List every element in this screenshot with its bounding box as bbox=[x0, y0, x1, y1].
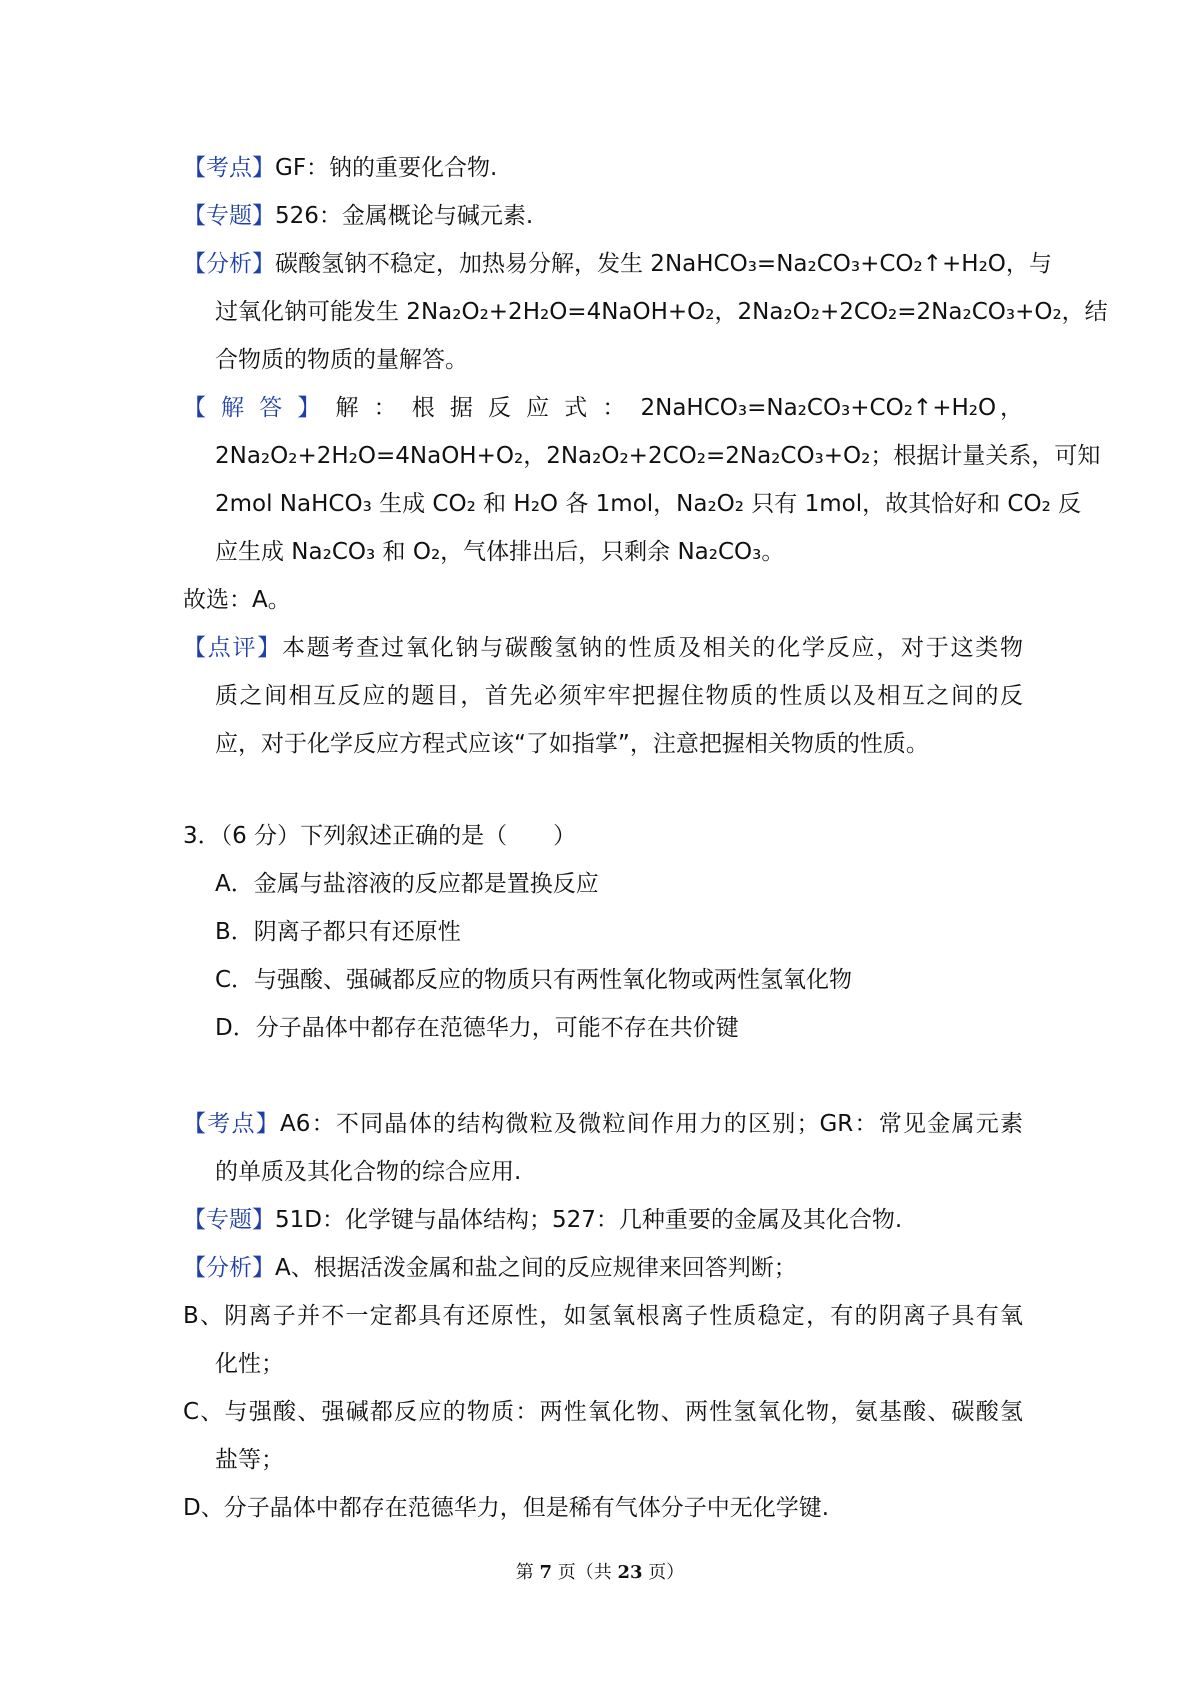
fenxi-text-2: 过氧化钠可能发生 2Na₂O₂+2H₂O=4NaOH+O₂，2Na₂O₂+2CO₂=2Na₂CO₃+O₂，结 bbox=[215, 299, 1108, 325]
option-c bbox=[215, 964, 852, 998]
jieda-text-2: 2Na₂O₂+2H₂O=4NaOH+O₂，2Na₂O₂+2CO₂=2Na₂CO₃+O₂；根据计量关系，可知 bbox=[215, 443, 1101, 469]
jieda-line-2 bbox=[215, 440, 1101, 474]
fenxi-2-line-b2 bbox=[215, 1348, 284, 1382]
question-3-stem-text: 3．（6 分）下列叙述正确的是（ ） bbox=[183, 823, 577, 849]
fenxi-2-text-b2: 化性； bbox=[215, 1351, 284, 1377]
dianping-text-1: 本题考查过氧化钠与碳酸氢钠的性质及相关的化学反应，对于这类物 bbox=[282, 635, 1024, 661]
footer-suffix: 页） bbox=[648, 1562, 685, 1583]
zhuanti-text: 526：金属概论与碱元素. bbox=[275, 203, 534, 229]
jieda-line-1 bbox=[183, 392, 1023, 426]
fenxi-2-text-c1: C、与强酸、强碱都反应的物质：两性氧化物、两性氢氧化物，氨基酸、碳酸氢 bbox=[183, 1399, 1023, 1425]
fenxi-tag: 【分析】 bbox=[183, 251, 275, 277]
option-a bbox=[215, 868, 599, 902]
kaodian-line bbox=[183, 152, 1023, 186]
footer-prefix: 第 bbox=[515, 1562, 534, 1583]
fenxi-line-2 bbox=[215, 296, 1108, 330]
fenxi-2-line-b1 bbox=[183, 1300, 1023, 1334]
kaodian-2-line-1 bbox=[183, 1108, 1023, 1142]
jieda-line-3 bbox=[215, 488, 1082, 522]
option-d-text: D．分子晶体中都存在范德华力，可能不存在共价键 bbox=[215, 1015, 739, 1041]
fenxi-line-1 bbox=[183, 248, 1052, 282]
option-b bbox=[215, 916, 461, 950]
fenxi-2-text-b1: B、阴离子并不一定都具有还原性，如氢氧根离子性质稳定，有的阴离子具有氧 bbox=[183, 1303, 1023, 1329]
page-footer bbox=[0, 1558, 1200, 1584]
footer-page-number: 7 bbox=[539, 1562, 552, 1583]
fenxi-2-text-a: A、根据活泼金属和盐之间的反应规律来回答判断； bbox=[275, 1255, 797, 1281]
jieda-text-3: 2mol NaHCO₃ 生成 CO₂ 和 H₂O 各 1mol，Na₂O₂ 只有 1mol，故其恰好和 CO₂ 反 bbox=[215, 491, 1082, 517]
dianping-line-3 bbox=[215, 728, 1023, 762]
kaodian-2-line-2 bbox=[215, 1156, 1023, 1190]
fenxi-2-tag: 【分析】 bbox=[183, 1255, 275, 1281]
dianping-text-2: 质之间相互反应的题目，首先必须牢牢把握住物质的性质以及相互之间的反 bbox=[215, 683, 1023, 709]
zhuanti-2-line bbox=[183, 1204, 1023, 1238]
jieda-text-1: 解 ： 根 据 反 应 式 ： 2NaHCO₃=Na₂CO₃+CO₂↑+H₂O， bbox=[335, 395, 1023, 421]
kaodian-tag: 【考点】 bbox=[183, 155, 275, 181]
fenxi-2-line-d bbox=[183, 1492, 1023, 1526]
guxuan-line bbox=[183, 584, 1023, 618]
kaodian-text: GF：钠的重要化合物. bbox=[275, 155, 498, 181]
kaodian-2-text-1: A6：不同晶体的结构微粒及微粒间作用力的区别；GR：常见金属元素 bbox=[279, 1111, 1024, 1137]
fenxi-line-3 bbox=[215, 344, 1023, 378]
zhuanti-tag: 【专题】 bbox=[183, 203, 275, 229]
dianping-tag: 【点评】 bbox=[183, 635, 283, 661]
footer-mid: 页（共 bbox=[557, 1562, 612, 1583]
option-c-text: C．与强酸、强碱都反应的物质只有两性氧化物或两性氢氧化物 bbox=[215, 967, 853, 993]
fenxi-2-line-c1 bbox=[183, 1396, 1023, 1430]
fenxi-2-text-c2: 盐等； bbox=[215, 1447, 284, 1473]
zhuanti-line bbox=[183, 200, 1023, 234]
jieda-tag: 【 解 答 】 bbox=[183, 395, 325, 421]
fenxi-text-3: 合物质的物质的量解答。 bbox=[215, 347, 468, 373]
kaodian-2-text-2: 的单质及其化合物的综合应用. bbox=[215, 1159, 522, 1185]
fenxi-2-text-d: D、分子晶体中都存在范德华力，但是稀有气体分子中无化学键. bbox=[183, 1495, 830, 1521]
jieda-line-4 bbox=[215, 536, 1023, 570]
zhuanti-2-text: 51D：化学键与晶体结构；527：几种重要的金属及其化合物. bbox=[275, 1207, 903, 1233]
dianping-line-1 bbox=[183, 632, 1023, 666]
dianping-text-3: 应，对于化学反应方程式应该“了如指掌”，注意把握相关物质的性质。 bbox=[215, 731, 929, 757]
option-b-text: B．阴离子都只有还原性 bbox=[215, 919, 461, 945]
question-3-stem bbox=[183, 820, 576, 854]
jieda-text-4: 应生成 Na₂CO₃ 和 O₂，气体排出后，只剩余 Na₂CO₃。 bbox=[215, 539, 785, 565]
kaodian-2-tag: 【考点】 bbox=[183, 1111, 280, 1137]
fenxi-text-1: 碳酸氢钠不稳定，加热易分解，发生 2NaHCO₃=Na₂CO₃+CO₂↑+H₂O，与 bbox=[275, 251, 1052, 277]
dianping-line-2 bbox=[215, 680, 1023, 714]
guxuan-text: 故选：A。 bbox=[183, 587, 291, 613]
option-a-text: A．金属与盐溶液的反应都是置换反应 bbox=[215, 871, 599, 897]
footer-total-pages: 23 bbox=[617, 1562, 643, 1583]
zhuanti-2-tag: 【专题】 bbox=[183, 1207, 275, 1233]
fenxi-2-line-c2 bbox=[215, 1444, 284, 1478]
option-d bbox=[215, 1012, 739, 1046]
fenxi-2-line-a bbox=[183, 1252, 1023, 1286]
